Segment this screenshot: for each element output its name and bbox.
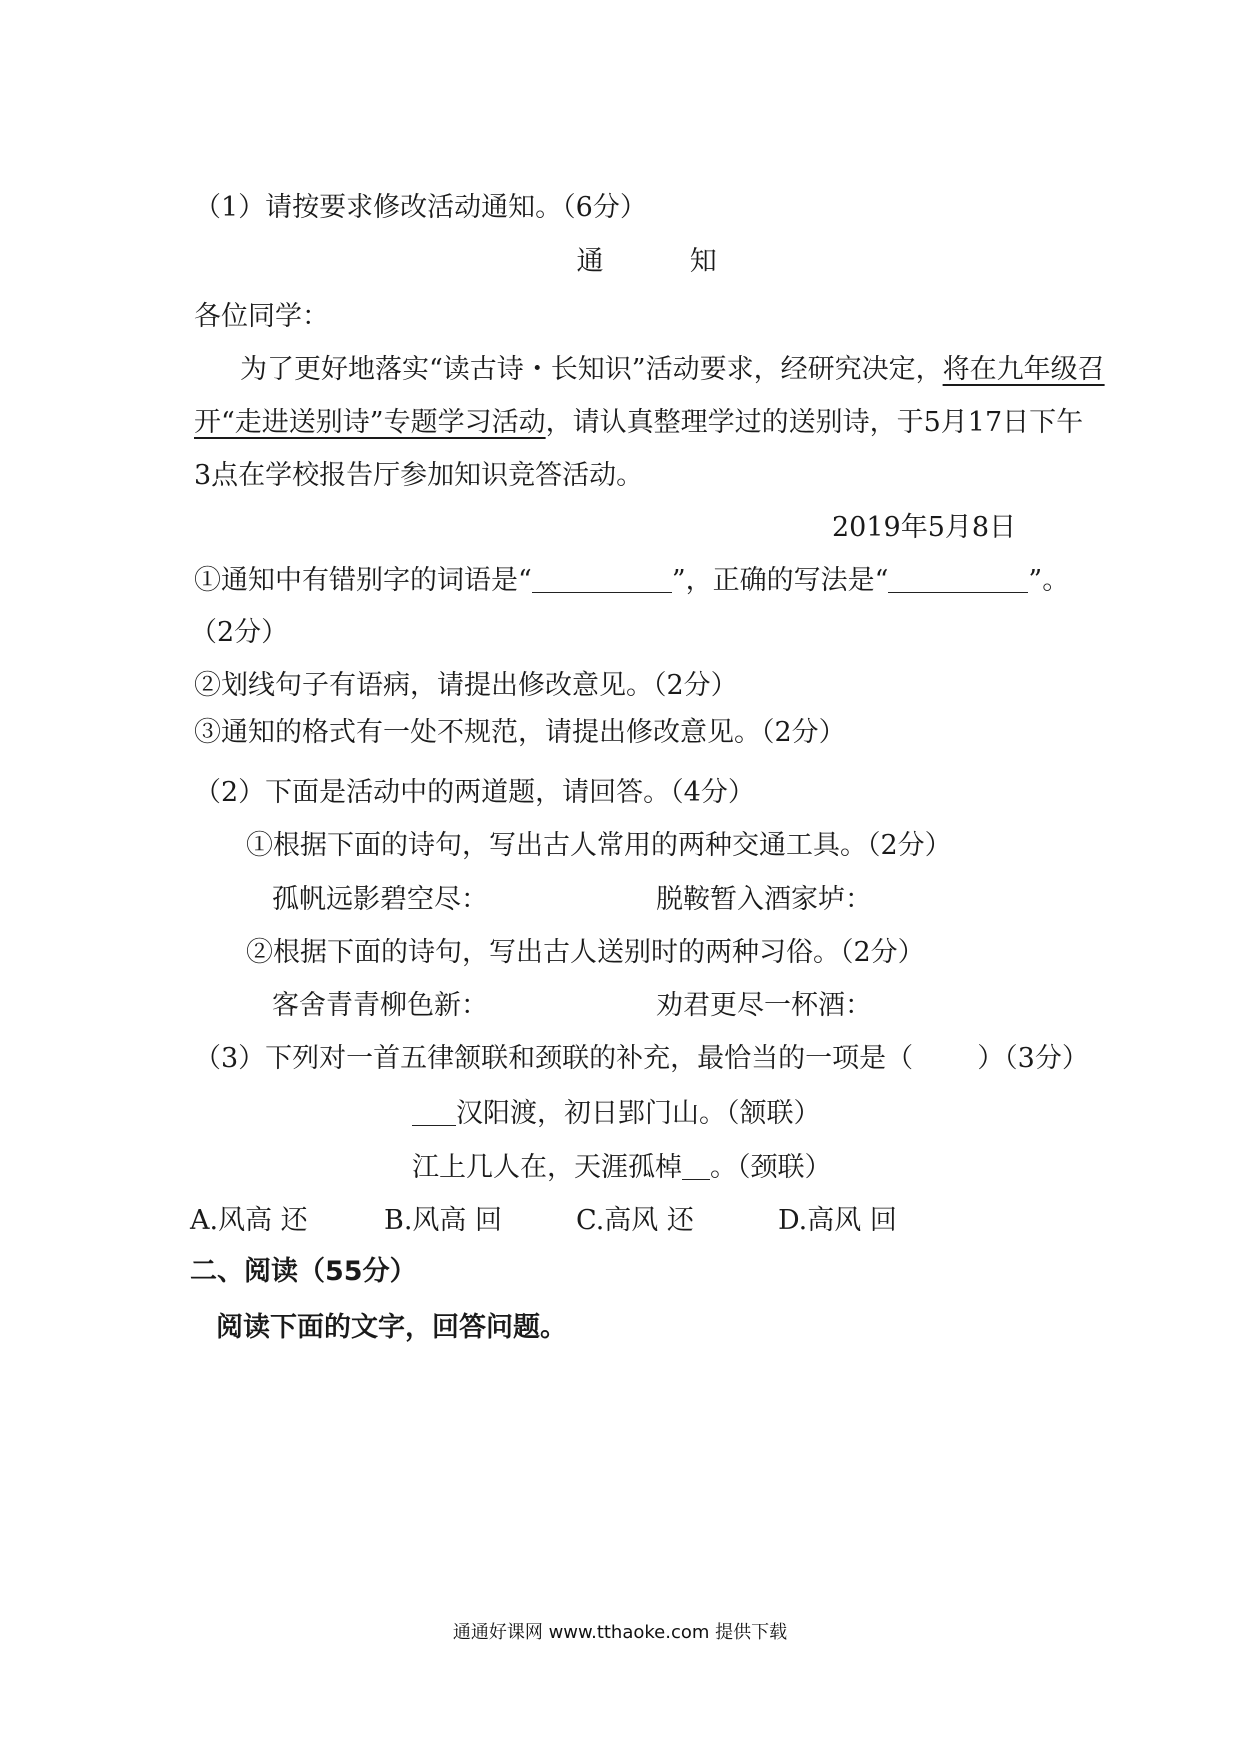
answer-blank-wrong-word[interactable] [532, 566, 672, 593]
q3-verse-text: 江上几人在，天涯孤棹 [412, 1152, 682, 1183]
q1-sub1-text: ”，正确的写法是“ [671, 565, 889, 596]
notice-title [560, 244, 733, 280]
notice-greeting: 各位同学： [194, 301, 329, 332]
notice-body-line-3: 3点在学校报告厅参加知识竞答活动。 [194, 460, 644, 491]
verse-blank-1[interactable] [412, 1099, 456, 1126]
q3-option-b[interactable]: B.风高 回 [384, 1205, 503, 1236]
q1-sub3: ③通知的格式有一处不规范，请提出修改意见。（2分） [194, 717, 846, 748]
q3-option-c[interactable]: C.高风 还 [576, 1205, 694, 1236]
notice-title-char-1: 通 [576, 246, 604, 277]
q3-verse-text: 。（颈联） [710, 1152, 832, 1183]
section-2-instruction: 阅读下面的文字，回答问题。 [216, 1312, 567, 1343]
q3-heading-text: ）（3分） [977, 1043, 1089, 1074]
q1-sub1-text: ”。 [1028, 565, 1070, 596]
notice-body-text: 为了更好地落实“读古诗・长知识”活动要求，经研究决定， [240, 354, 943, 385]
q1-sub2: ②划线句子有语病，请提出修改意见。（2分） [194, 670, 738, 701]
q2-sub2-verse-right: 劝君更尽一杯酒： [656, 990, 872, 1021]
q3-verse-line-2 [412, 1150, 832, 1186]
q2-sub2: ②根据下面的诗句，写出古人送别时的两种习俗。（2分） [246, 937, 925, 968]
notice-date: 2019年5月8日 [832, 512, 1017, 543]
q3-option-a[interactable]: A.风高 还 [190, 1205, 308, 1236]
q3-heading-text: （3）下列对一首五律颔联和颈联的补充，最恰当的一项是（ [194, 1043, 914, 1074]
q2-heading: （2）下面是活动中的两道题，请回答。（4分） [194, 777, 755, 808]
q1-sub1-text: ①通知中有错别字的词语是“ [194, 565, 532, 596]
underlined-sentence-part-2: 开“走进送别诗”专题学习活动 [194, 407, 546, 438]
notice-body-line-1 [240, 352, 1105, 388]
notice-body-line-2 [194, 405, 1083, 441]
verse-blank-2[interactable] [682, 1153, 710, 1180]
q3-verse-text: 汉阳渡，初日郢门山。（颔联） [456, 1098, 821, 1129]
q2-sub1-verse-left: 孤帆远影碧空尽： [272, 884, 488, 915]
page-footer: 通通好课网 www.tthaoke.com 提供下载 [452, 1622, 788, 1643]
section-2-title: 二、阅读（55分） [190, 1256, 417, 1287]
answer-blank-correct-word[interactable] [888, 566, 1028, 593]
notice-title-char-2: 知 [689, 246, 717, 277]
q2-sub2-verse-left: 客舍青青柳色新： [272, 990, 488, 1021]
q2-sub1-verse-right: 脱鞍暂入酒家垆： [656, 884, 872, 915]
q3-option-d[interactable]: D.高风 回 [778, 1205, 897, 1236]
q1-sub1-score: （2分） [190, 617, 289, 648]
notice-body-text: ，请认真整理学过的送别诗，于5月17日下午 [545, 407, 1084, 438]
q3-verse-line-1 [412, 1096, 821, 1132]
q3-heading [194, 1041, 1089, 1077]
q1-sub1 [194, 563, 1069, 599]
q2-sub1: ①根据下面的诗句，写出古人常用的两种交通工具。（2分） [246, 830, 952, 861]
q1-heading: （1）请按要求修改活动通知。（6分） [194, 192, 647, 223]
underlined-sentence-part-1: 将在九年级召 [942, 354, 1105, 385]
